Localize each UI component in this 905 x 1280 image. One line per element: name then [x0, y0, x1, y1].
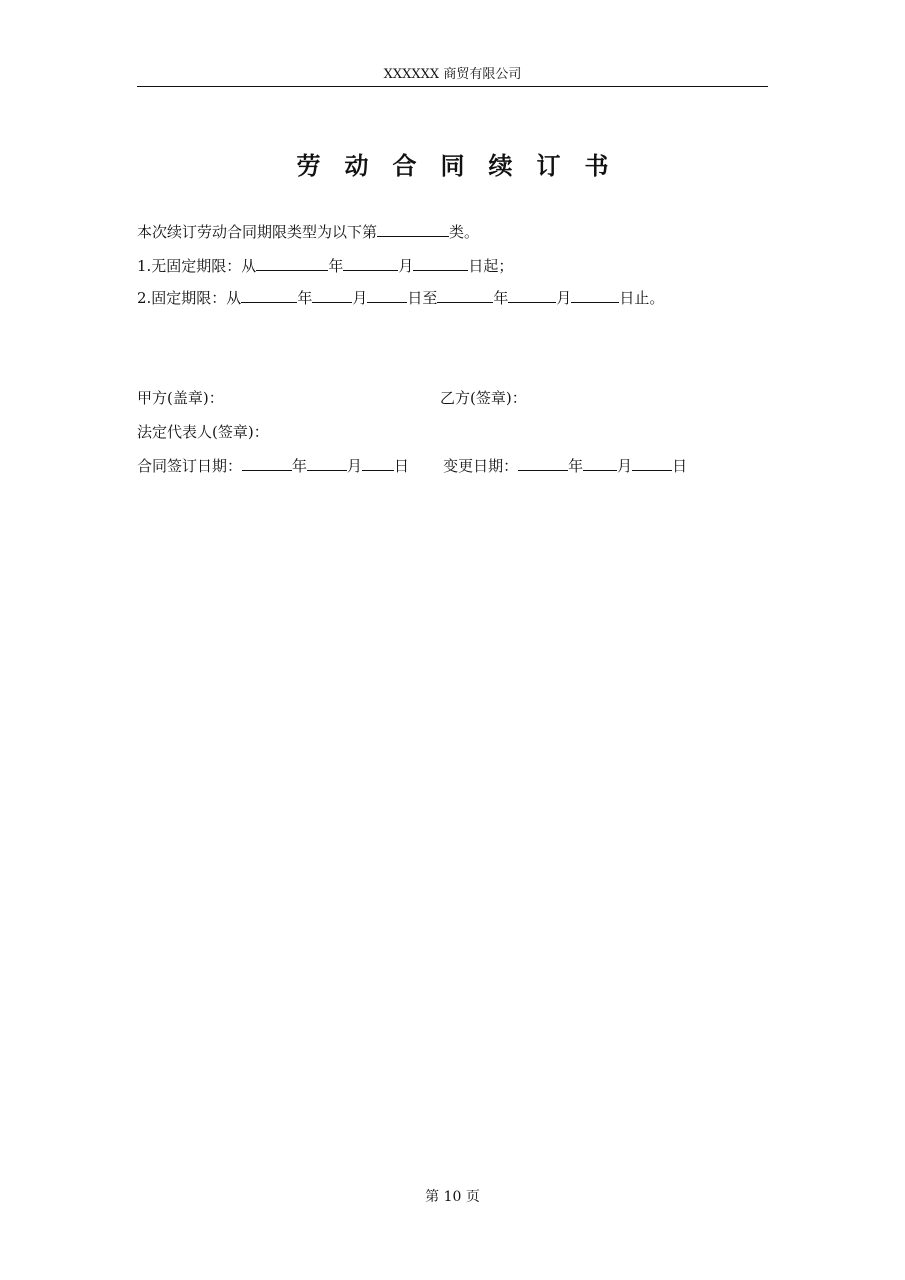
sign-year-blank[interactable]: [242, 456, 292, 471]
change-month-blank[interactable]: [583, 456, 617, 471]
option-indefinite-label: 1.无固定期限：从: [137, 257, 257, 275]
day-to-label: 日至: [407, 289, 438, 307]
sign-day-blank[interactable]: [362, 456, 394, 471]
fixed-start-year-blank[interactable]: [241, 288, 297, 303]
month-label: 月: [398, 257, 414, 275]
page-footer: [0, 1186, 905, 1206]
day-label: 日: [394, 457, 410, 475]
day-label: 日: [672, 457, 688, 475]
year-label: 年: [297, 289, 313, 307]
month-label: 月: [617, 457, 633, 475]
party-a-label: 甲方(盖章)：: [137, 389, 224, 407]
term-type-suffix: 类。: [449, 223, 480, 241]
company-name: XXXXXX 商贸有限公司: [383, 67, 522, 82]
party-a-signature: [137, 388, 224, 408]
day-end-label: 日止。: [619, 289, 665, 307]
fixed-end-month-blank[interactable]: [508, 288, 556, 303]
start-month-blank[interactable]: [343, 256, 398, 271]
option-fixed-label: 2.固定期限：从: [137, 289, 242, 307]
year-label: 年: [568, 457, 584, 475]
fixed-end-day-blank[interactable]: [571, 288, 619, 303]
start-day-blank[interactable]: [413, 256, 468, 271]
start-year-blank[interactable]: [256, 256, 328, 271]
term-type-line: [137, 222, 479, 242]
year-label: 年: [328, 257, 344, 275]
sign-month-blank[interactable]: [307, 456, 347, 471]
month-label: 月: [352, 289, 368, 307]
fixed-start-month-blank[interactable]: [312, 288, 352, 303]
year-label: 年: [493, 289, 509, 307]
fixed-end-year-blank[interactable]: [437, 288, 493, 303]
page-header: [137, 66, 768, 87]
change-date-label: 变更日期：: [443, 457, 519, 475]
sign-date-label: 合同签订日期：: [137, 457, 243, 475]
option-indefinite-line: [137, 256, 513, 276]
party-b-signature: [440, 388, 527, 408]
option-fixed-line: [137, 288, 664, 308]
day-label: 日起；: [468, 257, 514, 275]
term-type-blank[interactable]: [377, 222, 449, 237]
year-label: 年: [292, 457, 308, 475]
document-title: 劳动合同续订书: [296, 152, 633, 180]
change-year-blank[interactable]: [518, 456, 568, 471]
legal-rep-signature: [137, 422, 269, 442]
party-b-label: 乙方(签章)：: [440, 389, 527, 407]
fixed-start-day-blank[interactable]: [367, 288, 407, 303]
term-type-prefix: 本次续订劳动合同期限类型为以下第: [137, 223, 378, 241]
month-label: 月: [347, 457, 363, 475]
page-number: 第 10 页: [425, 1189, 480, 1205]
legal-rep-label: 法定代表人(签章)：: [137, 423, 269, 441]
month-label: 月: [556, 289, 572, 307]
change-day-blank[interactable]: [632, 456, 672, 471]
dates-line: [137, 456, 687, 476]
